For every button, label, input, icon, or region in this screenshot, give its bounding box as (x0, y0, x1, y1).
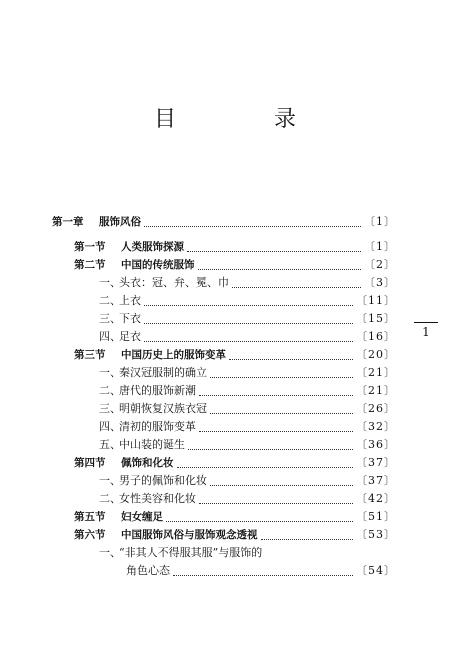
toc-entry-title: 足衣 (119, 330, 141, 343)
toc-entry-page: 〔21〕 (356, 384, 396, 397)
dot-leader (144, 296, 353, 306)
toc-entry-page: 〔1〕 (364, 240, 396, 253)
dot-leader (199, 494, 353, 504)
table-of-contents (52, 213, 396, 580)
toc-entry-number: 四、 (99, 420, 121, 433)
dot-leader (144, 217, 361, 227)
toc-entry-title: 人类服饰探源 (121, 241, 184, 253)
toc-entry[interactable] (52, 562, 396, 580)
toc-entry[interactable] (52, 544, 396, 562)
toc-entry-title: 头衣：冠、弁、冕、巾 (119, 276, 229, 289)
toc-entry-number: 一、 (99, 474, 121, 487)
dot-leader (232, 278, 361, 288)
toc-entry-title: 下衣 (119, 312, 141, 325)
toc-entry-number: 四、 (99, 330, 121, 343)
toc-entry-number: 第五节 (74, 511, 106, 523)
toc-entry-number: 一、 (99, 276, 121, 289)
toc-entry-title: 唐代的服饰新潮 (119, 384, 196, 397)
toc-entry-page: 〔3〕 (364, 276, 396, 289)
dot-leader (210, 476, 353, 486)
toc-entry-number: 第六节 (74, 529, 106, 541)
toc-entry[interactable] (52, 526, 396, 544)
toc-entry-number: 二、 (99, 384, 121, 397)
toc-entry-title: 上衣 (119, 294, 141, 307)
dot-leader (210, 404, 353, 414)
toc-entry-number: 第三节 (74, 349, 106, 361)
toc-entry[interactable] (52, 310, 396, 328)
toc-entry[interactable] (52, 400, 396, 418)
toc-entry-number: 第四节 (74, 457, 106, 469)
toc-entry[interactable] (52, 256, 396, 274)
dot-leader (188, 440, 353, 450)
toc-entry-page: 〔53〕 (356, 528, 396, 541)
toc-entry[interactable] (52, 382, 396, 400)
toc-entry[interactable] (52, 418, 396, 436)
toc-entry-title: 秦汉冠服制的确立 (119, 366, 207, 379)
toc-entry[interactable] (52, 292, 396, 310)
dot-leader (210, 368, 353, 378)
toc-entry-title: 中国服饰风俗与服饰观念透视 (121, 529, 258, 541)
toc-entry-page: 〔36〕 (356, 438, 396, 451)
toc-entry-number: 第一章 (52, 216, 84, 228)
toc-entry[interactable] (52, 454, 396, 472)
toc-entry-page: 〔51〕 (356, 510, 396, 523)
toc-entry-page: 〔20〕 (356, 348, 396, 361)
toc-entry-number: 一、 (99, 546, 121, 559)
toc-entry-page: 〔11〕 (356, 294, 396, 307)
toc-entry[interactable] (52, 238, 396, 256)
toc-entry-page: 〔26〕 (356, 402, 396, 415)
toc-entry-title: 角色心态 (126, 564, 170, 577)
toc-entry-page: 〔54〕 (356, 564, 396, 577)
toc-entry-page: 〔32〕 (356, 420, 396, 433)
dot-leader (187, 242, 361, 252)
dot-leader (166, 512, 353, 522)
toc-entry[interactable] (52, 490, 396, 508)
toc-entry-title: 男子的佩饰和化妆 (119, 474, 207, 487)
dot-leader (261, 530, 354, 540)
toc-entry[interactable] (52, 436, 396, 454)
toc-entry-number: 三、 (99, 402, 121, 415)
toc-entry-page: 〔37〕 (356, 474, 396, 487)
page-title: 目 录 (153, 107, 334, 132)
dot-leader (173, 566, 353, 576)
toc-entry[interactable] (52, 274, 396, 292)
dot-leader (198, 260, 362, 270)
toc-entry-page: 〔42〕 (356, 492, 396, 505)
side-page-number: 1 (414, 322, 438, 339)
dot-leader (229, 350, 353, 360)
toc-entry[interactable] (52, 346, 396, 364)
toc-entry-number: 二、 (99, 294, 121, 307)
toc-entry-title: 女性美容和化妆 (119, 492, 196, 505)
toc-entry-page: 〔2〕 (364, 258, 396, 271)
dot-leader (199, 386, 353, 396)
toc-entry-page: 〔1〕 (364, 215, 396, 228)
dot-leader (199, 422, 353, 432)
toc-entry-title: 中国的传统服饰 (121, 259, 195, 271)
toc-entry-number: 三、 (99, 312, 121, 325)
toc-entry-page: 〔16〕 (356, 330, 396, 343)
toc-entry-number: 五、 (99, 438, 121, 451)
dot-leader (177, 458, 354, 468)
toc-entry-title: 服饰风俗 (99, 216, 141, 228)
toc-entry-title: 中国历史上的服饰变革 (121, 349, 226, 361)
toc-entry[interactable] (52, 472, 396, 490)
dot-leader (144, 332, 353, 342)
toc-entry-title: “非其人不得服其服”与服饰的 (119, 546, 263, 559)
toc-entry-title: 妇女缠足 (121, 511, 163, 523)
toc-entry-title: 明朝恢复汉族衣冠 (119, 402, 207, 415)
toc-entry-number: 二、 (99, 492, 121, 505)
toc-entry-number: 一、 (99, 366, 121, 379)
toc-entry-number: 第二节 (74, 259, 106, 271)
toc-entry-title: 清初的服饰变革 (119, 420, 196, 433)
toc-entry[interactable] (52, 328, 396, 346)
toc-entry-page: 〔37〕 (356, 456, 396, 469)
toc-entry-title: 中山装的诞生 (119, 438, 185, 451)
toc-entry[interactable] (52, 508, 396, 526)
toc-entry-page: 〔21〕 (356, 366, 396, 379)
toc-entry-page: 〔15〕 (356, 312, 396, 325)
toc-entry[interactable] (52, 364, 396, 382)
toc-entry-number: 第一节 (74, 241, 106, 253)
toc-entry-title: 佩饰和化妆 (121, 457, 174, 469)
toc-entry[interactable] (52, 213, 396, 231)
dot-leader (144, 314, 353, 324)
